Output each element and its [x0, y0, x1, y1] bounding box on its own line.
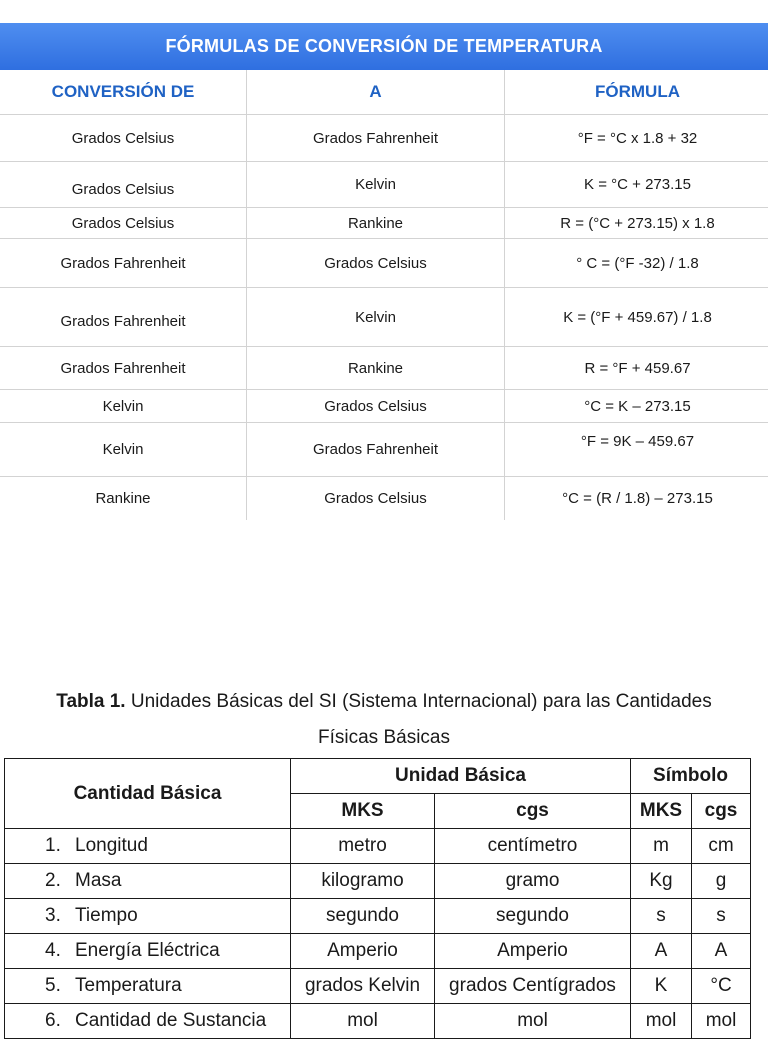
- cell-unit-cgs: grados Centígrados: [435, 969, 631, 1004]
- cell-from: Grados Celsius: [0, 208, 247, 239]
- caption-label: Tabla 1.: [56, 691, 125, 712]
- row-number: 2.: [45, 870, 75, 892]
- header-formula: FÓRMULA: [505, 70, 768, 115]
- cell-to: Grados Fahrenheit: [247, 423, 505, 477]
- header-symbol: Símbolo: [631, 759, 751, 794]
- quantity-name: Cantidad de Sustancia: [75, 1010, 266, 1031]
- cell-to: Grados Celsius: [247, 239, 505, 288]
- table-row: [5, 969, 751, 1004]
- row-number: 4.: [45, 940, 75, 962]
- cell-symbol-mks: m: [631, 829, 692, 864]
- cell-from: Rankine: [0, 477, 247, 520]
- cell-from: Kelvin: [0, 423, 247, 477]
- subheader-unit-mks: MKS: [291, 794, 435, 829]
- cell-to: Rankine: [247, 347, 505, 390]
- row-number: 5.: [45, 975, 75, 997]
- row-number: 3.: [45, 905, 75, 927]
- cell-unit-cgs: Amperio: [435, 934, 631, 969]
- cell-to: Grados Celsius: [247, 390, 505, 423]
- cell-quantity: [5, 899, 291, 934]
- cell-quantity: [5, 969, 291, 1004]
- cell-quantity: [5, 934, 291, 969]
- quantity-name: Temperatura: [75, 975, 182, 996]
- cell-unit-mks: Amperio: [291, 934, 435, 969]
- cell-unit-cgs: gramo: [435, 864, 631, 899]
- si-header-row: [5, 759, 751, 794]
- cell-unit-mks: metro: [291, 829, 435, 864]
- cell-unit-cgs: segundo: [435, 899, 631, 934]
- cell-symbol-cgs: °C: [692, 969, 751, 1004]
- quantity-name: Tiempo: [75, 905, 138, 926]
- table-row: [0, 115, 768, 162]
- cell-formula: °C = K – 273.15: [505, 390, 768, 423]
- cell-to: Kelvin: [247, 288, 505, 347]
- quantity-name: Energía Eléctrica: [75, 940, 220, 961]
- cell-quantity: [5, 1004, 291, 1039]
- cell-formula: °C = (R / 1.8) – 273.15: [505, 477, 768, 520]
- table-row: [0, 347, 768, 390]
- table-row: [0, 477, 768, 520]
- conversion-title: FÓRMULAS DE CONVERSIÓN DE TEMPERATURA: [165, 36, 602, 57]
- row-number: 6.: [45, 1010, 75, 1032]
- cell-formula: R = (°C + 273.15) x 1.8: [505, 208, 768, 239]
- cell-to: Rankine: [247, 208, 505, 239]
- cell-symbol-mks: K: [631, 969, 692, 1004]
- si-table-caption: [0, 684, 768, 756]
- cell-from: Grados Celsius: [0, 115, 247, 162]
- cell-from: Grados Celsius: [0, 162, 247, 208]
- conversion-title-banner: [0, 23, 768, 70]
- cell-symbol-cgs: cm: [692, 829, 751, 864]
- cell-symbol-cgs: s: [692, 899, 751, 934]
- cell-unit-mks: segundo: [291, 899, 435, 934]
- table-row: [5, 934, 751, 969]
- cell-formula: K = (°F + 459.67) / 1.8: [505, 288, 768, 347]
- table-row: [0, 239, 768, 288]
- caption-line-1: [0, 684, 768, 720]
- cell-quantity: [5, 829, 291, 864]
- table-row: [5, 864, 751, 899]
- cell-formula: °F = 9K – 459.67: [505, 423, 768, 477]
- quantity-name: Masa: [75, 870, 121, 891]
- subheader-symbol-cgs: cgs: [692, 794, 751, 829]
- cell-quantity: [5, 864, 291, 899]
- table-row: [5, 899, 751, 934]
- cell-unit-cgs: mol: [435, 1004, 631, 1039]
- table-row: [0, 390, 768, 423]
- header-to: A: [247, 70, 505, 115]
- header-unit: Unidad Básica: [291, 759, 631, 794]
- cell-symbol-mks: mol: [631, 1004, 692, 1039]
- cell-unit-cgs: centímetro: [435, 829, 631, 864]
- cell-unit-mks: kilogramo: [291, 864, 435, 899]
- table-row: [0, 288, 768, 347]
- caption-line-2: Físicas Básicas: [0, 720, 768, 756]
- cell-to: Grados Celsius: [247, 477, 505, 520]
- caption-text: Unidades Básicas del SI (Sistema Internacional) para las Cantidades: [126, 691, 712, 712]
- cell-formula: R = °F + 459.67: [505, 347, 768, 390]
- subheader-unit-cgs: cgs: [435, 794, 631, 829]
- si-units-table: [4, 758, 751, 1039]
- cell-symbol-cgs: A: [692, 934, 751, 969]
- cell-formula: ° C = (°F -32) / 1.8: [505, 239, 768, 288]
- subheader-symbol-mks: MKS: [631, 794, 692, 829]
- table-row: [0, 208, 768, 239]
- table-row: [0, 162, 768, 208]
- conversion-header-row: [0, 70, 768, 115]
- row-number: 1.: [45, 835, 75, 857]
- table-row: [5, 829, 751, 864]
- header-quantity: Cantidad Básica: [5, 759, 291, 829]
- cell-symbol-cgs: mol: [692, 1004, 751, 1039]
- header-from: CONVERSIÓN DE: [0, 70, 247, 115]
- cell-symbol-mks: A: [631, 934, 692, 969]
- cell-from: Grados Fahrenheit: [0, 288, 247, 347]
- cell-formula: °F = °C x 1.8 + 32: [505, 115, 768, 162]
- cell-unit-mks: mol: [291, 1004, 435, 1039]
- table-row: [5, 1004, 751, 1039]
- cell-to: Kelvin: [247, 162, 505, 208]
- cell-from: Kelvin: [0, 390, 247, 423]
- conversion-table: [0, 70, 768, 520]
- cell-symbol-cgs: g: [692, 864, 751, 899]
- cell-symbol-mks: Kg: [631, 864, 692, 899]
- cell-from: Grados Fahrenheit: [0, 239, 247, 288]
- table-row: [0, 423, 768, 477]
- cell-from: Grados Fahrenheit: [0, 347, 247, 390]
- cell-to: Grados Fahrenheit: [247, 115, 505, 162]
- cell-formula: K = °C + 273.15: [505, 162, 768, 208]
- cell-unit-mks: grados Kelvin: [291, 969, 435, 1004]
- quantity-name: Longitud: [75, 835, 148, 856]
- cell-symbol-mks: s: [631, 899, 692, 934]
